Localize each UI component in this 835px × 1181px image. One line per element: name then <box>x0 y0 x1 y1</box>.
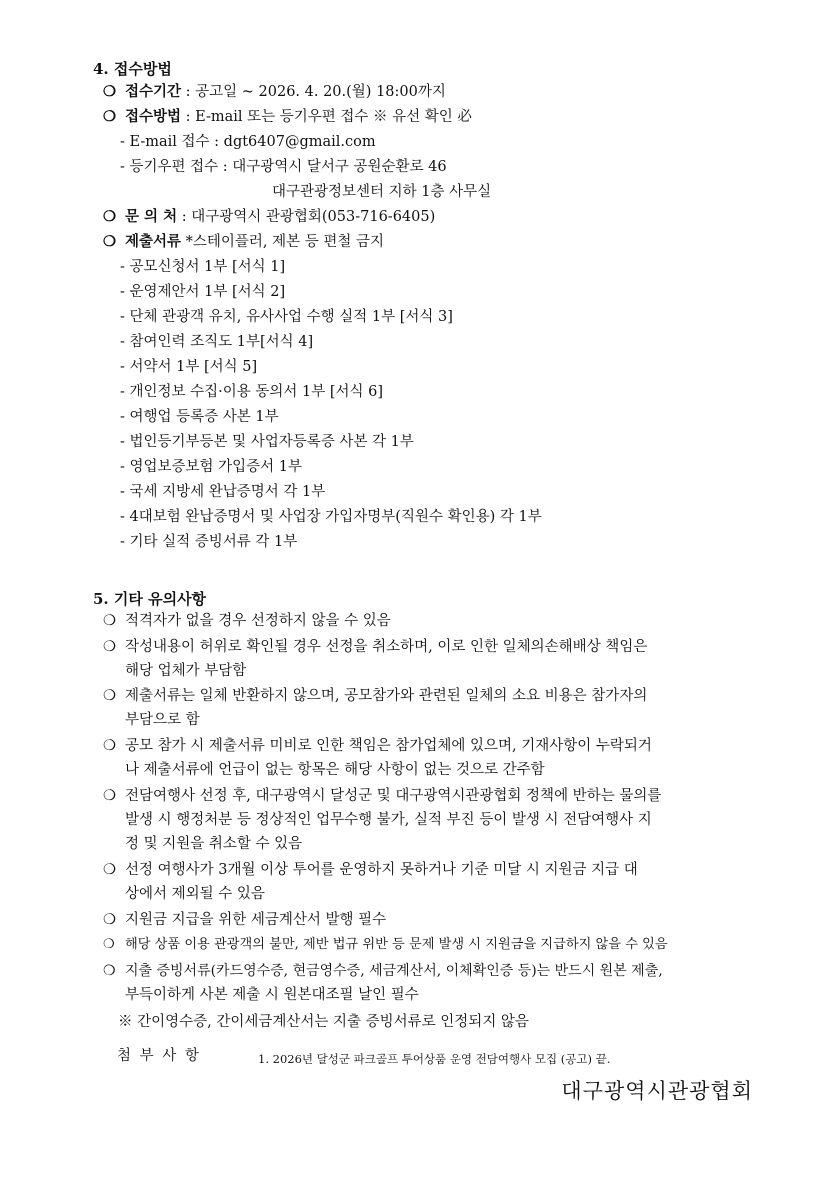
notice-text: 전담여행사 선정 후, 대구광역시 달성군 및 대구광역시관광협회 정책에 반하는 물의를 <box>125 788 662 804</box>
docs-row <box>103 232 384 252</box>
doc-item: - 법인등기부등본 및 사업자등록증 사본 각 1부 <box>120 434 414 450</box>
notice-item <box>103 637 647 657</box>
mail-line-2: 대구관광정보센터 지하 1층 사무실 <box>272 184 492 200</box>
notice-text: 해당 상품 이용 관광객의 불만, 제반 법규 위반 등 문제 발생 시 지원금을 지급하지 않을 수 있음 <box>125 937 668 952</box>
circle-bullet-icon: ❍ <box>103 613 116 629</box>
doc-item: - 단체 관광객 유치, 유사사업 수행 실적 1부 [서식 3] <box>120 309 453 325</box>
doc-item: - 개인정보 수집·이용 동의서 1부 [서식 6] <box>120 384 384 400</box>
contact-label: 문 의 처 <box>125 208 178 225</box>
contact-row <box>103 207 435 227</box>
circle-bullet-icon: ❍ <box>103 639 116 655</box>
circle-bullet-icon: ❍ <box>103 83 116 100</box>
docs-label: 제출서류 <box>125 233 182 250</box>
period-text: : 공고일 ~ 2026. 4. 20.(월) 18:00까지 <box>181 84 446 100</box>
notice-item <box>103 860 638 880</box>
notice-text: 지원금 지급을 위한 세금계산서 발행 필수 <box>125 912 387 928</box>
note-line: ※ 간이영수증, 간이세금계산서는 지출 증빙서류로 인정되지 않음 <box>118 1014 529 1030</box>
notice-item <box>103 611 391 631</box>
organization-name: 대구광역시관광협회 <box>561 1079 753 1103</box>
method-row <box>103 107 472 127</box>
circle-bullet-icon: ❍ <box>103 108 116 125</box>
notice-text-cont: 발생 시 행정처분 등 정상적인 업무수행 불가, 실적 부진 등이 발생 시 전담여행사 지 <box>125 812 652 828</box>
circle-bullet-icon: ❍ <box>103 208 116 225</box>
notice-text-cont: 나 제출서류에 언급이 없는 항목은 해당 사항이 없는 것으로 간주함 <box>125 762 545 778</box>
notice-text: 제출서류는 일체 반환하지 않으며, 공모참가와 관련된 일체의 소요 비용은 참가자의 <box>125 688 648 704</box>
notice-item <box>103 935 668 955</box>
period-row <box>103 82 446 102</box>
notice-text: 공모 참가 시 제출서류 미비로 인한 책임은 참가업체에 있으며, 기재사항이 누락되거 <box>125 738 652 754</box>
circle-bullet-icon: ❍ <box>103 912 116 928</box>
doc-item: - 국세 지방세 완납증명서 각 1부 <box>120 484 326 500</box>
email-line: - E-mail 접수 : dgt6407@gmail.com <box>120 134 376 150</box>
attachment-text: 1. 2026년 달성군 파크골프 투어상품 운영 전담여행사 모집 (공고) 끝. <box>258 1052 611 1066</box>
notice-text-cont: 부담으로 함 <box>125 712 200 728</box>
attachment-label: 첨 부 사 항 <box>117 1048 201 1064</box>
circle-bullet-icon: ❍ <box>103 738 116 754</box>
doc-item: - 공모신청서 1부 [서식 1] <box>120 259 286 275</box>
notice-item <box>103 910 386 930</box>
doc-item: - 참여인력 조직도 1부[서식 4] <box>120 334 314 350</box>
circle-bullet-icon: ❍ <box>103 233 116 250</box>
notice-text: 선정 여행사가 3개월 이상 투어를 운영하지 못하거나 기준 미달 시 지원금 지급 대 <box>125 862 638 878</box>
doc-item: - 운영제안서 1부 [서식 2] <box>120 284 286 300</box>
notice-text-cont: 해당 업체가 부담함 <box>125 663 247 679</box>
notice-text: 작성내용이 허위로 확인될 경우 선정을 취소하며, 이로 인한 일체의손해배상 책임은 <box>125 639 648 655</box>
circle-bullet-icon: ❍ <box>103 963 116 979</box>
doc-item: - 여행업 등록증 사본 1부 <box>120 409 279 425</box>
method-label: 접수방법 <box>125 108 182 125</box>
circle-bullet-icon: ❍ <box>103 688 116 704</box>
docs-text: *스테이플러, 제본 등 편철 금지 <box>181 234 385 250</box>
notice-text-cont: 정 및 지원을 취소할 수 있음 <box>125 836 303 852</box>
notice-item <box>103 686 647 706</box>
doc-item: - 서약서 1부 [서식 5] <box>120 359 258 375</box>
notice-text: 지출 증빙서류(카드영수증, 현금영수증, 세금계산서, 이체확인증 등)는 반드시 원본 제출, <box>125 963 663 979</box>
mail-line-1: - 등기우편 접수 : 대구광역시 달서구 공원순환로 46 <box>120 159 447 175</box>
contact-text: : 대구광역시 관광협회(053-716-6405) <box>177 209 436 225</box>
notice-item <box>103 961 663 981</box>
doc-item: - 4대보험 완납증명서 및 사업장 가입자명부(직원수 확인용) 각 1부 <box>120 509 542 525</box>
circle-bullet-icon: ❍ <box>103 862 116 878</box>
period-label: 접수기간 <box>125 83 182 100</box>
notice-item <box>103 736 652 756</box>
circle-bullet-icon: ❍ <box>103 937 115 952</box>
doc-item: - 기타 실적 증빙서류 각 1부 <box>120 534 298 550</box>
notice-text: 적격자가 없을 경우 선정하지 않을 수 있음 <box>125 613 391 629</box>
notice-text-cont: 부득이하게 사본 제출 시 원본대조필 날인 필수 <box>125 987 419 1003</box>
notice-text-cont: 상에서 제외될 수 있음 <box>125 886 265 902</box>
section-4-title: 4. 접수방법 <box>93 60 172 78</box>
doc-item: - 영업보증보험 가입증서 1부 <box>120 459 303 475</box>
section-5-title: 5. 기타 유의사항 <box>93 590 207 608</box>
notice-item <box>103 786 661 806</box>
circle-bullet-icon: ❍ <box>103 788 116 804</box>
method-text: : E-mail 또는 등기우편 접수 ※ 유선 확인 必 <box>181 109 472 125</box>
